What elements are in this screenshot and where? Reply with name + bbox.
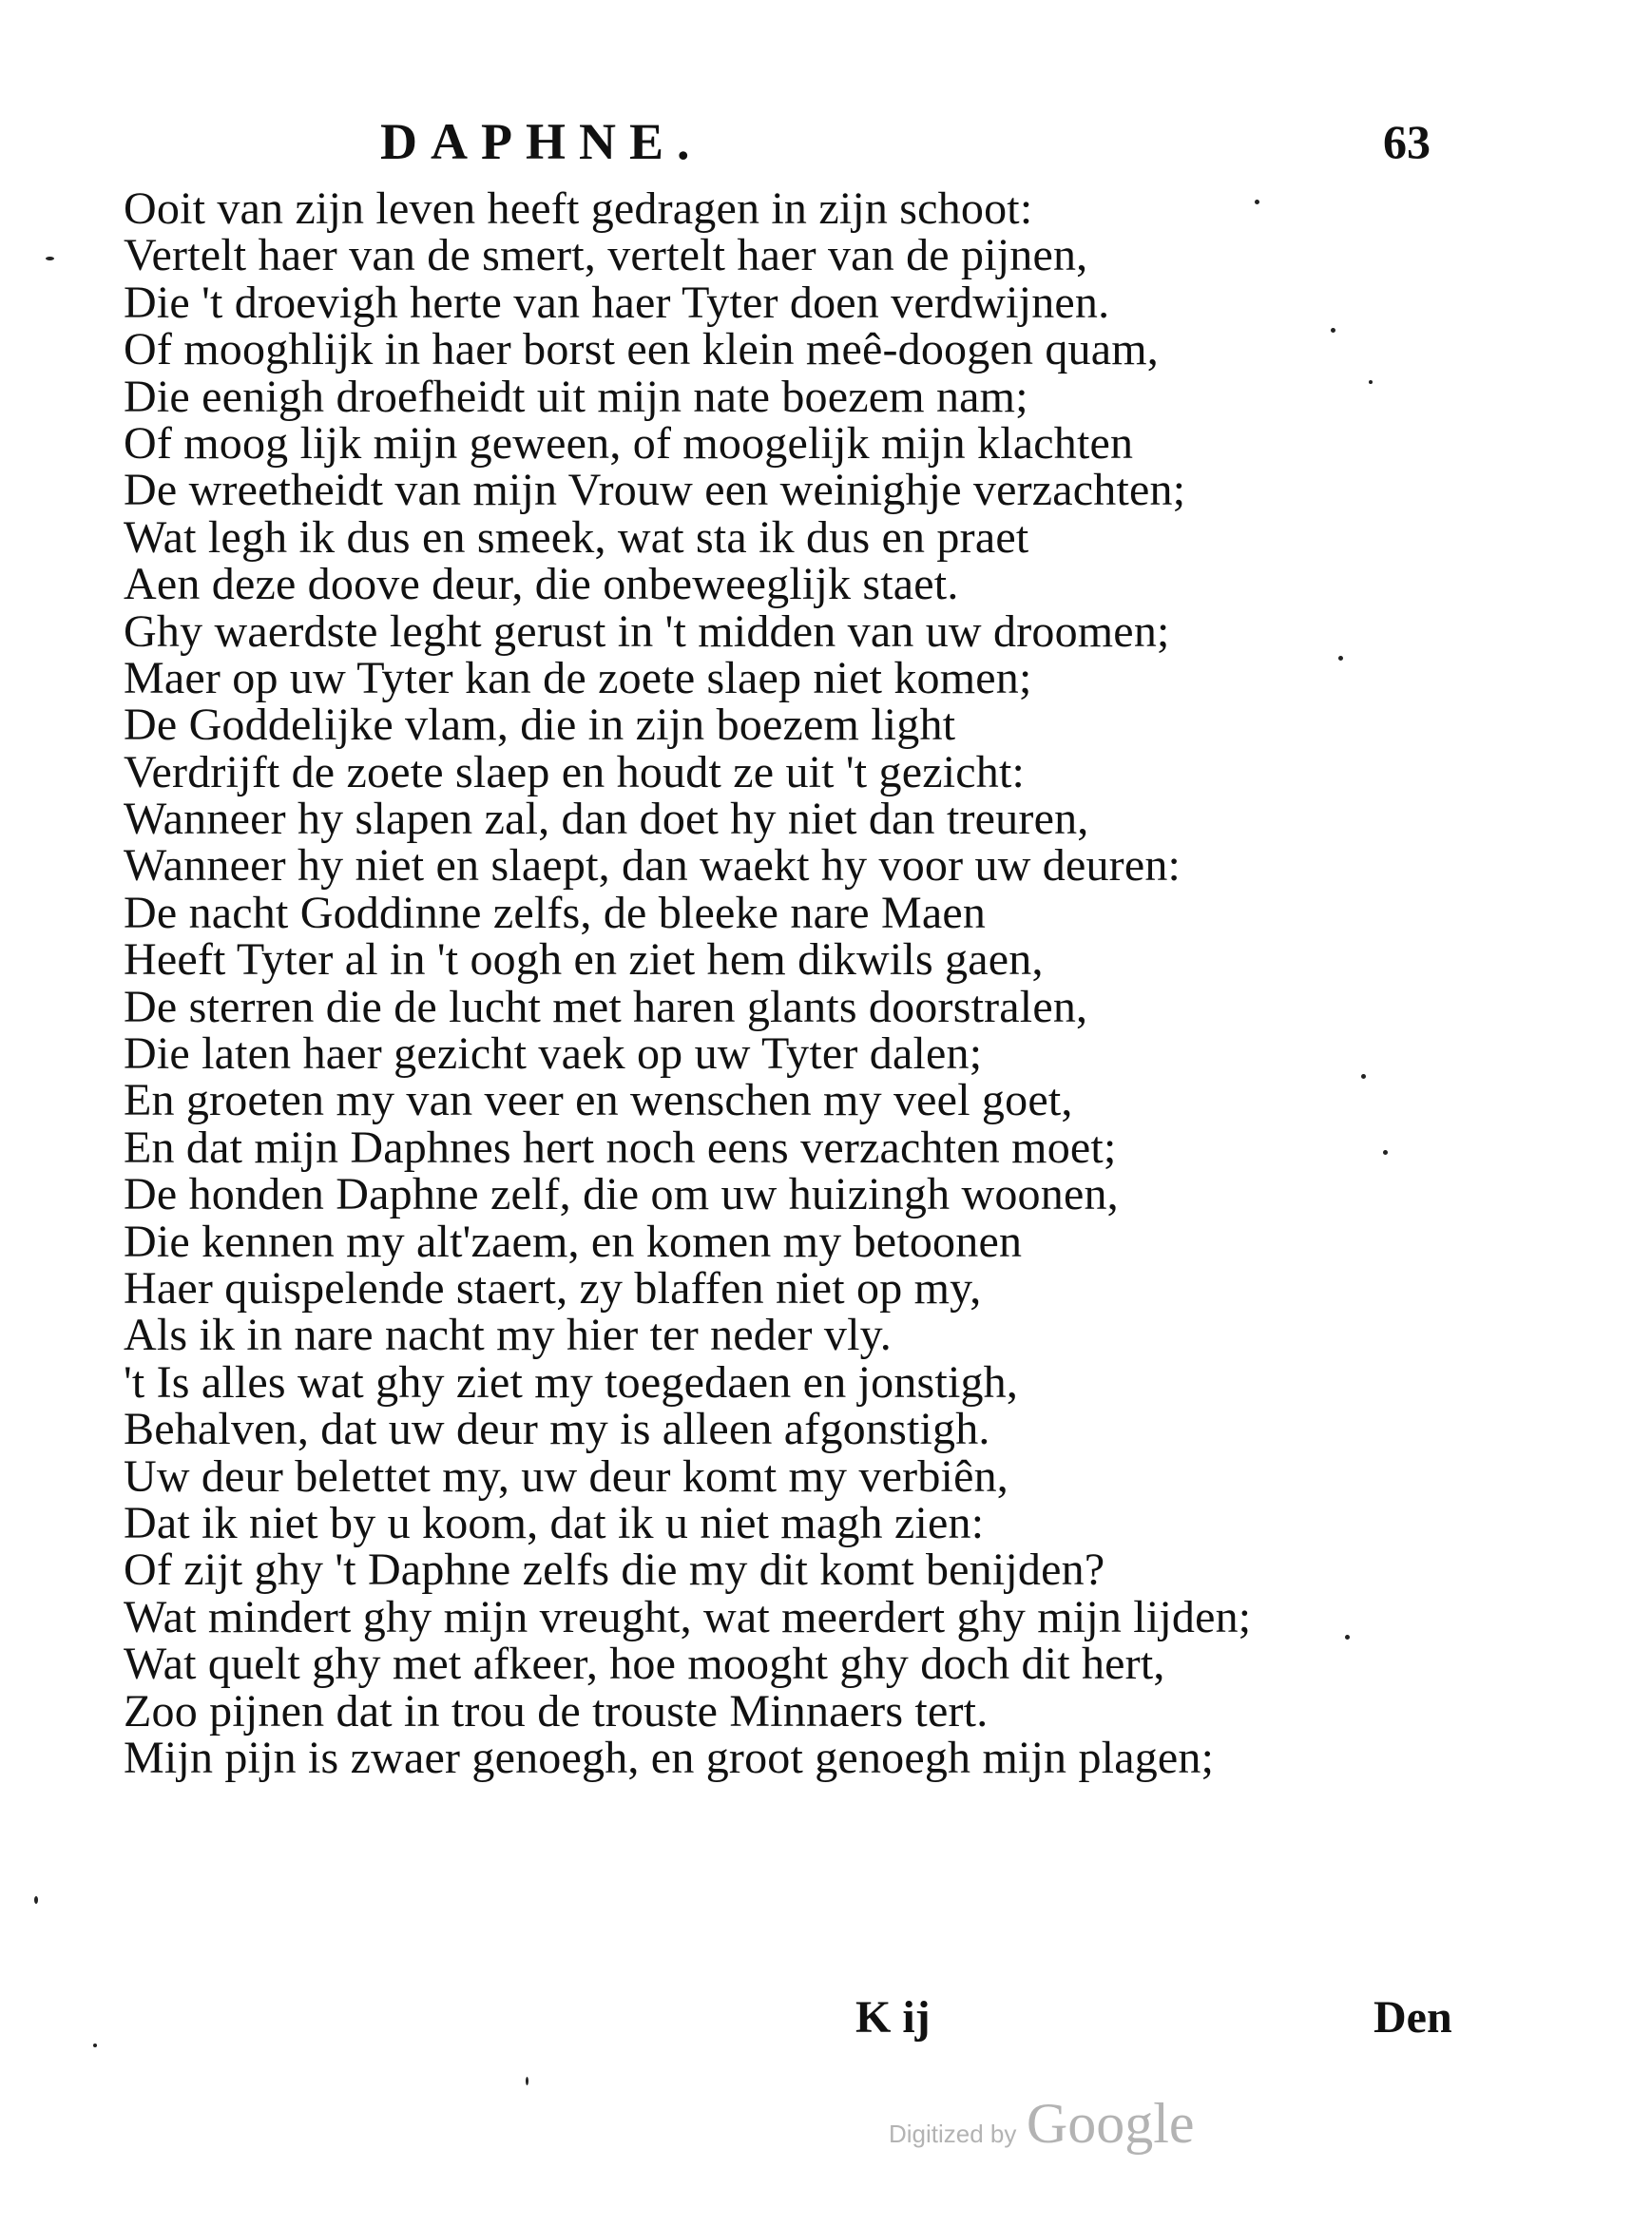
digitization-watermark (889, 2091, 1195, 2157)
page-number: 63 (1383, 115, 1431, 168)
page-footer (855, 1991, 1473, 2058)
poem-line: Mijn pijn is zwaer genoegh, en groot genoegh mijn plagen; (124, 1732, 1215, 1783)
poem-line: En dat mijn Daphnes hert noch eens verzachten moet; (124, 1122, 1117, 1173)
page-header (380, 112, 1521, 179)
poem-line: Of mooghlijk in haer borst een klein meê-doogen quam, (124, 324, 1159, 375)
scan-speck (93, 2044, 97, 2047)
poem-line: De honden Daphne zelf, die om uw huizingh woonen, (124, 1169, 1119, 1220)
poem-line: Behalven, dat uw deur my is alleen afgonstigh. (124, 1404, 990, 1455)
poem-line: Die laten haer gezicht vaek op uw Tyter dalen; (124, 1028, 983, 1080)
poem-line: Als ik in nare nacht my hier ter neder vly. (124, 1310, 892, 1361)
poem-line: Wat quelt ghy met afkeer, hoe mooght ghy doch dit hert, (124, 1639, 1165, 1690)
poem-line: Die kennen my alt'zaem, en komen my betoonen (124, 1216, 1023, 1267)
poem-line: Maer op uw Tyter kan de zoete slaep niet komen; (124, 652, 1032, 703)
watermark-prefix: Digitized by (889, 2120, 1017, 2148)
poem-line: 't Is alles wat ghy ziet my toegedaen en jonstigh, (124, 1356, 1019, 1408)
catchword: Den (1373, 1992, 1452, 2043)
scan-speck (1338, 656, 1343, 661)
scan-speck (1369, 380, 1373, 384)
scan-speck (1383, 1150, 1388, 1155)
poem-text (124, 185, 1502, 1781)
poem-line: Of moog lijk mijn geween, of moogelijk mijn klachten (124, 417, 1134, 469)
poem-line: De sterren die de lucht met haren glants doorstralen, (124, 981, 1088, 1032)
poem-line: Ghy waerdste leght gerust in 't midden van uw droomen; (124, 605, 1170, 657)
poem-line: Uw deur belettet my, uw deur komt my verbiên, (124, 1450, 1008, 1502)
poem-line: De nacht Goddinne zelfs, de bleeke nare Maen (124, 887, 987, 938)
poem-line: En groeten my van veer en wenschen my veel goet, (124, 1075, 1073, 1126)
scan-speck (1331, 328, 1335, 333)
poem-line: Verdrijft de zoete slaep en houdt ze uit 't gezicht: (124, 746, 1026, 797)
poem-line: Dat ik niet by u koom, dat ik u niet magh zien: (124, 1497, 985, 1548)
poem-line: Of zijt ghy 't Daphne zelfs die my dit komt benijden? (124, 1545, 1105, 1596)
poem-line: Ooit van zijn leven heeft gedragen in zijn schoot: (124, 183, 1033, 234)
poem-line: De wreetheidt van mijn Vrouw een weinighje verzachten; (124, 465, 1186, 516)
scan-speck (526, 2077, 528, 2085)
poem-line: Wanneer hy slapen zal, dan doet hy niet dan treuren, (124, 794, 1089, 845)
poem-line: Vertelt haer van de smert, vertelt haer van de pijnen, (124, 230, 1088, 281)
poem-line: Die eenigh droefheidt uit mijn nate boezem nam; (124, 371, 1028, 422)
running-title: DAPHNE. (380, 113, 703, 170)
scan-speck (34, 1896, 38, 1904)
scan-speck (1255, 200, 1259, 204)
poem-line: Die 't droevigh herte van haer Tyter doen verdwijnen. (124, 277, 1110, 328)
poem-line: Zoo pijnen dat in trou de trouste Minnaers tert. (124, 1685, 989, 1737)
poem-line: Haer quispelende staert, zy blaffen niet op my, (124, 1262, 982, 1314)
poem-line: Heeft Tyter al in 't oogh en ziet hem dikwils gaen, (124, 934, 1044, 986)
poem-line: Aen deze doove deur, die onbeweeglijk staet. (124, 559, 959, 610)
poem-line: Wanneer hy niet en slaept, dan waekt hy voor uw deuren: (124, 840, 1181, 892)
scan-speck (46, 257, 54, 260)
watermark-brand: Google (1026, 2092, 1195, 2155)
scan-speck (1361, 1074, 1366, 1079)
scan-speck (1345, 1635, 1350, 1640)
signature-mark: K ij (855, 1992, 931, 2043)
poem-line: Wat legh ik dus en smeek, wat sta ik dus en praet (124, 511, 1029, 563)
poem-line: Wat mindert ghy mijn vreught, wat meerdert ghy mijn lijden; (124, 1591, 1252, 1642)
poem-line: De Goddelijke vlam, die in zijn boezem light (124, 700, 956, 751)
